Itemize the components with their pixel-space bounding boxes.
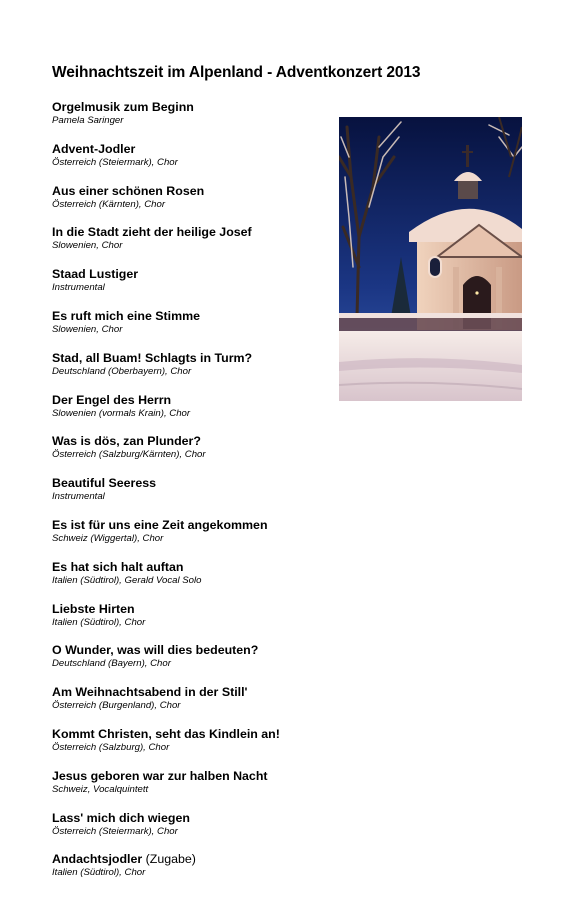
page-title: Weihnachtszeit im Alpenland - Adventkonzert 2013: [52, 64, 421, 81]
program-item-title-text: Es hat sich halt auftan: [52, 559, 184, 574]
program-item-title-text: Der Engel des Herrn: [52, 392, 172, 407]
program-item-title-text: Stad, all Buam! Schlagts in Turm?: [52, 350, 253, 365]
program-list: [52, 100, 332, 894]
program-item: [52, 434, 332, 476]
program-item-title: [52, 142, 332, 157]
program-item-title: [52, 100, 332, 115]
program-item-performer: Schweiz (Wiggertal), Chor: [52, 532, 164, 544]
program-item-title-text: Es ist für uns eine Zeit angekommen: [52, 517, 268, 532]
program-item-performer: Pamela Saringer: [52, 115, 124, 126]
program-item: [52, 643, 332, 685]
program-item-title: [52, 560, 332, 575]
program-item: [52, 769, 332, 811]
program-item-title-text: Kommt Christen, seht das Kindlein an!: [52, 726, 280, 741]
program-item: [52, 267, 332, 309]
program-item-title-text: Lass' mich dich wiegen: [52, 810, 190, 825]
program-item-performer: Österreich (Burgenland), Chor: [52, 700, 181, 712]
program-item-title-text: Advent-Jodler: [52, 141, 136, 156]
program-item-title: [52, 685, 332, 700]
program-item-performer: Schweiz, Vocalquintett: [52, 783, 149, 795]
program-item-title: [52, 309, 332, 324]
program-item-performer: Österreich (Kärnten), Chor: [52, 198, 166, 210]
program-item-title: [52, 769, 332, 784]
program-item-performer: Instrumental: [52, 282, 105, 294]
program-item: [52, 852, 332, 894]
program-item: [52, 184, 332, 226]
program-item-performer: Deutschland (Bayern), Chor: [52, 658, 171, 670]
program-item: [52, 393, 332, 435]
chapel-winter-night-image: [339, 117, 522, 401]
program-item-title: [52, 225, 332, 240]
program-item-title-text: Am Weihnachtsabend in der Still': [52, 685, 248, 700]
program-item: [52, 142, 332, 184]
program-item-title: [52, 434, 332, 449]
program-item-title-text: Was is dös, zan Plunder?: [52, 434, 201, 449]
program-item-performer: Deutschland (Oberbayern), Chor: [52, 365, 192, 377]
program-item-title-text: Beautiful Seeress: [52, 476, 156, 491]
program-item-title-suffix: (Zugabe): [142, 852, 196, 867]
program-item-title: [52, 184, 332, 199]
program-item: [52, 518, 332, 560]
program-item: [52, 560, 332, 602]
program-item-title-text: Aus einer schönen Rosen: [52, 183, 205, 198]
chapel-photo: [339, 117, 522, 401]
program-item-title-text: Orgelmusik zum Beginn: [52, 100, 194, 114]
program-item-title: [52, 643, 332, 658]
program-item: [52, 225, 332, 267]
program-item-title: [52, 727, 332, 742]
program-item-title: [52, 393, 332, 408]
program-item-performer: Italien (Südtirol), Gerald Vocal Solo: [52, 574, 202, 586]
program-item-performer: Österreich (Salzburg), Chor: [52, 741, 170, 753]
program-item: [52, 476, 332, 518]
program-item: [52, 602, 332, 644]
program-item-performer: Italien (Südtirol), Chor: [52, 867, 146, 879]
program-item: [52, 811, 332, 853]
program-item-title-text: Jesus geboren war zur halben Nacht: [52, 768, 268, 783]
program-item-performer: Österreich (Steiermark), Chor: [52, 825, 178, 837]
program-item-title-text: Liebste Hirten: [52, 601, 135, 616]
program-item-title: [52, 852, 332, 867]
program-item-performer: Österreich (Salzburg/Kärnten), Chor: [52, 449, 206, 461]
program-item: [52, 727, 332, 769]
program-item-title-text: Es ruft mich eine Stimme: [52, 308, 201, 323]
program-item-performer: Österreich (Steiermark), Chor: [52, 156, 178, 168]
program-item-performer: Slowenien, Chor: [52, 323, 123, 335]
program-item-title: [52, 518, 332, 533]
program-item-title-text: O Wunder, was will dies bedeuten?: [52, 643, 259, 658]
program-item: [52, 351, 332, 393]
program-item: [52, 309, 332, 351]
program-item-title-text: Andachtsjodler: [52, 852, 143, 867]
program-item: [52, 100, 332, 142]
program-item-title-text: Staad Lustiger: [52, 267, 139, 282]
program-item-title: [52, 602, 332, 617]
program-item-performer: Slowenien (vormals Krain), Chor: [52, 407, 191, 419]
program-item-title: [52, 811, 332, 826]
program-item-title-text: In die Stadt zieht der heilige Josef: [52, 225, 252, 240]
program-item-performer: Italien (Südtirol), Chor: [52, 616, 146, 628]
program-item-title: [52, 351, 332, 366]
program-item-title: [52, 267, 332, 282]
program-item-performer: Slowenien, Chor: [52, 240, 123, 252]
program-item-performer: Instrumental: [52, 491, 105, 503]
program-item-title: [52, 476, 332, 491]
program-item: [52, 685, 332, 727]
